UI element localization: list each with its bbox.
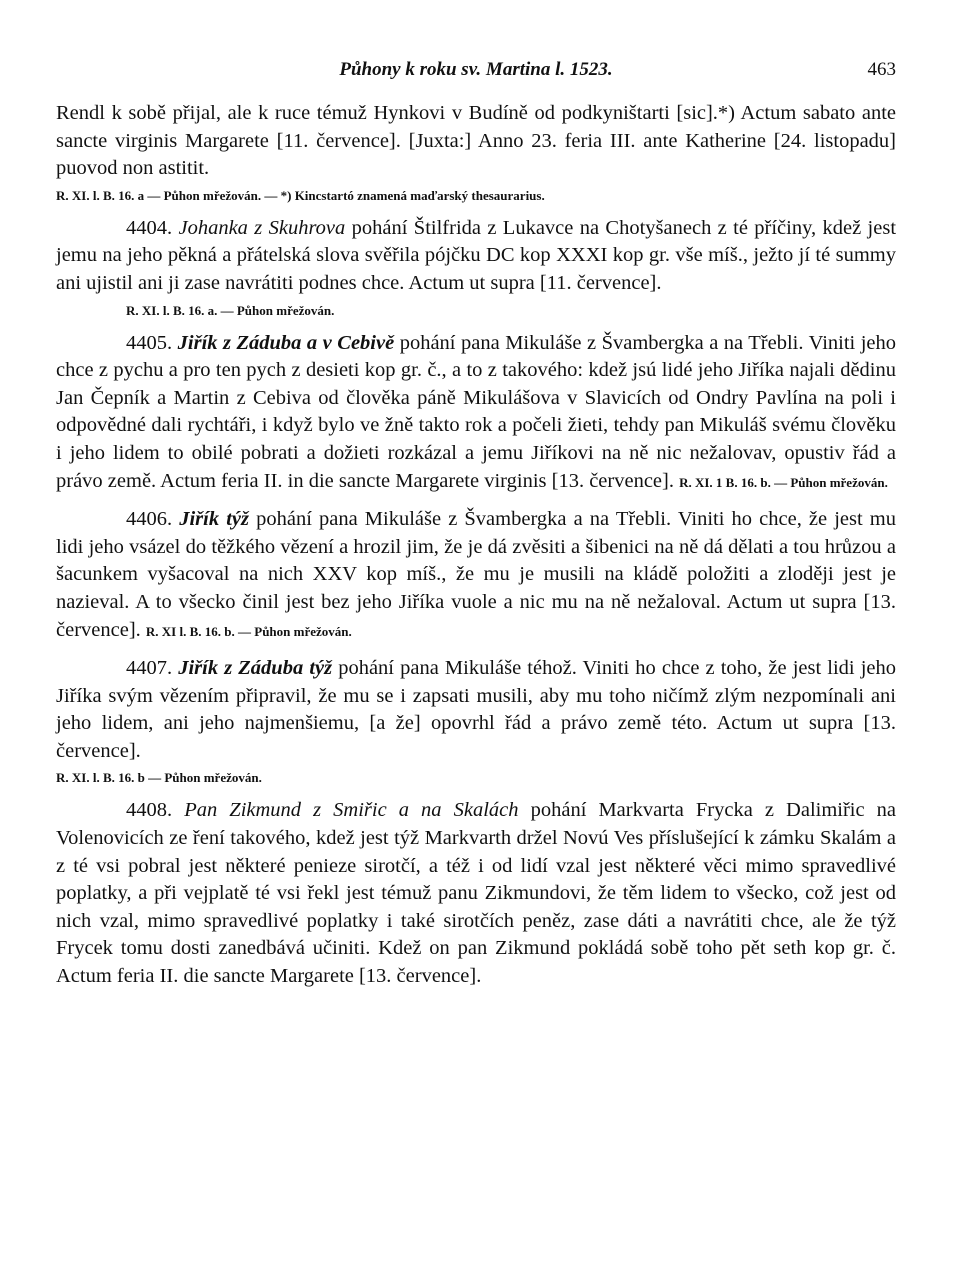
page-number: 463 [867,59,896,80]
entry-text: pohání Štilfrida z Lukavce na Chotyšanech z té příčiny, kdež jest jemu na jeho pěkná a přátelská slova svěřila pójčku DC kop XXXI kop gr. vše míš., ježto jí té summy ani ujistil ani ji zase navrátiti podnes chce. Actum ut supra [11. července]. [56,216,897,294]
source-note: R. XI. 1 B. 16. b. — Půhon mřežován. [679,474,888,490]
page-header [56,56,896,86]
continuation-paragraph [56,100,896,183]
entry-party-name: Pan Zikmund z Smiřic a na Skalách [184,799,519,822]
entry-party-name: Jiřík z Záduba a v Cebivě [177,331,395,354]
source-note: R. XI l. B. 16. b. — Půhon mřežován. [145,623,352,639]
entry-party-name: Jiřík týž [179,508,249,531]
running-title: Půhony k roku sv. Martina l. 1523. [339,59,613,80]
entry-number: 4404. [126,216,173,239]
entry-text: pohání pana Mikuláše z Švambergka a na Třebli. Viniti ho chce, že jest mu lidi jeho vsázel do těžkého vězení a hrozil jim, že je dá zvěsiti a šibenici na ně dá dělati a tou hrůzou a šacunkem vyšacoval na nich XXV kop míš., že mu je musili na kládě položiti a zloději jest je nazieval. A to všecko činil jest bez jeho Jiříka vuole a nic mu na ně nežaloval. Actum ut supra [13. července]. [56,508,896,641]
entry-4406 [56,506,896,645]
entry-4405 [56,330,896,497]
entry-number: 4408. [126,799,173,822]
source-note: R. XI. l. B. 16. a. — Půhon mřežován. [126,302,335,318]
entry-number: 4407. [126,657,173,680]
entry-number: 4406. [126,508,173,531]
entry-4404 [56,215,896,298]
entry-number: 4405. [126,331,173,354]
source-note: R. XI. l. B. 16. b — Půhon mřežován. [56,770,262,786]
entry-text: pohání pana Mikuláše z Švambergka a na Třebli. Viniti jeho chce z pychu a pro ten pych z desieti kop gr. č., a to z takového: kdež jsú lidé jeho Jiříka najali dědinu Jan Čepník a Martin z Cebiva od člověka páně Mikulášova v Slavicích od Ondry Pavlína na poli i odpovědné dali rychtáři, i když bylo ve žně takto rok a počeli žieti, tehdy pan Mikuláš svému člověku i jeho lidem to obilé pobrati a dožieti rozkázal a jemu Jiříkovi na ně nic nežalovav, opustiv řád a právo země. Actum feria II. in die sancte Margarete virginis [13. července]. [56,331,897,492]
entry-party-name: Johanka z Skuhrova [178,216,346,239]
entry-party-name: Jiřík z Záduba týž [178,657,333,680]
continuation-text: Rendl k sobě přijal, ale k ruce témuž Hynkovi v Budíně od podkyništarti [sic].*) Actum sabato ante sancte virginis Margarete [11. července]. [Juxta:] Anno 23. feria III. ante Katherine [24. listopadu] puovod non astitit. [56,102,896,180]
entry-text: pohání pana Mikuláše téhož. Viniti ho chce z toho, že jest lidi jeho Jiříka svým vězením připravil, že mu se i zapsati musili, aby mu toho ničímž zlým nezpomínali ani jeho lidem, ani jeho najmenšiemu, [a že] opovrhl řád a právo země této. Actum ut supra [13. července]. [56,657,897,762]
entry-4407 [56,655,896,765]
source-note: R. XI. l. B. 16. a — Půhon mřežován. — *) Kincstartó znamená maďarský thesaurarius. [56,187,545,203]
entry-4408 [56,797,896,990]
entry-text: pohání Markvarta Frycka z Dalimiřic na Volenovicích ze ření takového, kdež jest týž Markvarth držel Novú Ves příslušející k zámku Skalám a z té vsi pobral jest některé penieze sirotčí, a též i od lidí vzal jest některé věci mimo spravedlivé poplatky, a při vejplatě té vsi řekl jest témuž panu Zikmundovi, že těm lidem to všecko, což jest od nich vzal, mimo spravedlivé poplatky i také sirotčích peněz, zase dáti a navrátiti chce, ale že týž Frycek tomu dosti zanedbává učiniti. Kdež on pan Zikmund pokládá sobě toho pět seth kop gr. č. Actum feria II. die sancte Margarete [13. července]. [56,799,897,988]
